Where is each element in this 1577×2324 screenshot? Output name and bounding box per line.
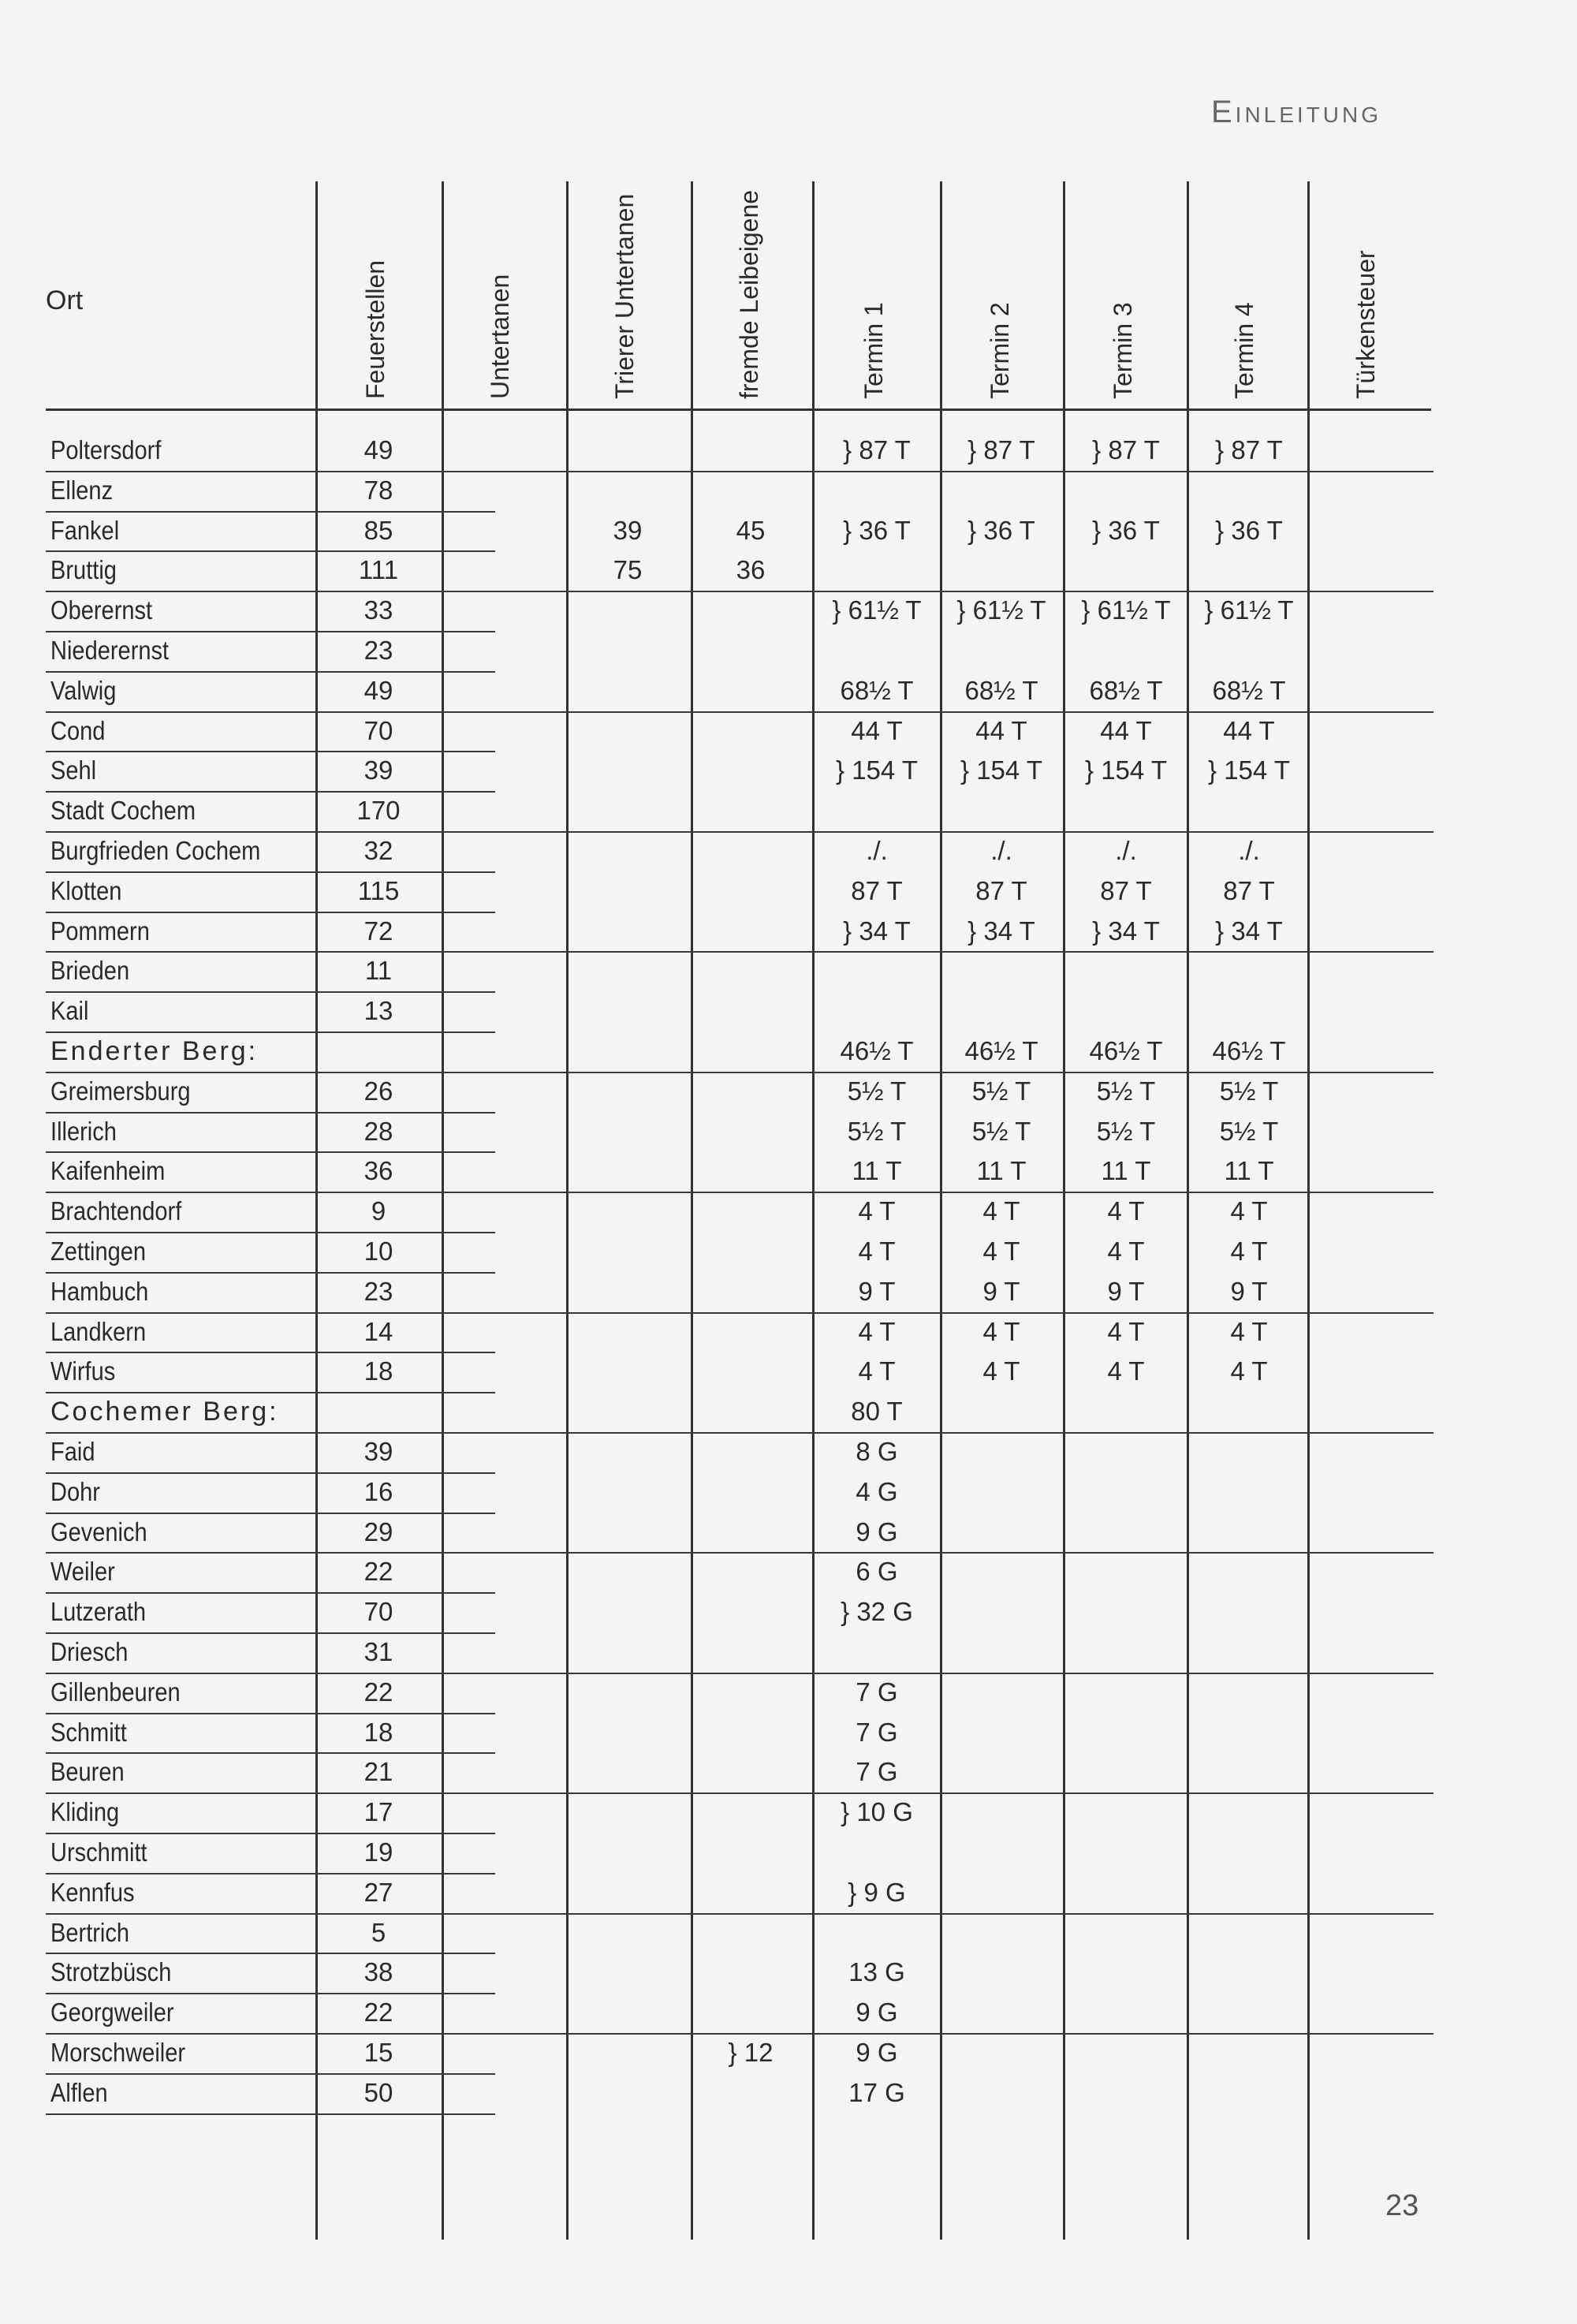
feuerstellen-value: 31 bbox=[363, 1637, 393, 1666]
termin1-value: 68½ T bbox=[840, 675, 914, 705]
header-fremde-leibeigene: fremde Leibeigene bbox=[735, 189, 763, 399]
termin2-value: 87 T bbox=[975, 875, 1027, 905]
place-name: Strotzbüsch bbox=[50, 1957, 172, 1987]
feuerstellen-value: 33 bbox=[363, 595, 393, 625]
fremde-value: } 12 bbox=[728, 2038, 774, 2067]
place-name: Wirfus bbox=[50, 1356, 116, 1386]
place-name: Driesch bbox=[50, 1637, 129, 1666]
feuerstellen-value: 111 bbox=[358, 555, 399, 585]
termin1-value: } 36 T bbox=[843, 515, 911, 545]
termin3-value: } 36 T bbox=[1092, 515, 1160, 545]
place-name: Zettingen bbox=[50, 1237, 147, 1266]
termin2-value: 9 T bbox=[982, 1276, 1020, 1306]
feuerstellen-value: 70 bbox=[363, 715, 393, 745]
row-divider bbox=[46, 591, 1433, 592]
termin3-value: 4 T bbox=[1107, 1356, 1145, 1386]
row-divider bbox=[46, 1713, 495, 1714]
termin1-value: 8 G bbox=[856, 1437, 898, 1466]
feuerstellen-value: 27 bbox=[363, 1877, 393, 1907]
column-divider bbox=[566, 181, 569, 2240]
termin4-value: 4 T bbox=[1230, 1316, 1268, 1346]
trierer-value: 75 bbox=[613, 555, 643, 585]
place-name: Urschmitt bbox=[50, 1837, 147, 1867]
termin2-value: 5½ T bbox=[971, 1076, 1031, 1106]
row-divider bbox=[46, 471, 1433, 472]
termin4-value: 5½ T bbox=[1219, 1076, 1279, 1106]
row-divider bbox=[46, 1312, 1433, 1314]
termin1-value: 87 T bbox=[851, 875, 903, 905]
row-divider bbox=[46, 1513, 495, 1514]
termin2-value: } 61½ T bbox=[956, 595, 1046, 625]
section-title: Einleitung bbox=[1211, 95, 1382, 129]
feuerstellen-value: 18 bbox=[363, 1717, 393, 1747]
termin3-value: 44 T bbox=[1100, 715, 1152, 745]
feuerstellen-value: 18 bbox=[363, 1356, 393, 1386]
termin2-value: } 87 T bbox=[967, 435, 1035, 464]
place-name: Klotten bbox=[50, 875, 122, 905]
feuerstellen-value: 36 bbox=[363, 1156, 393, 1186]
row-divider bbox=[46, 791, 495, 793]
header-termin-1: Termin 1 bbox=[859, 302, 888, 399]
feuerstellen-value: 28 bbox=[363, 1116, 393, 1146]
place-name: Faid bbox=[50, 1437, 95, 1466]
header-termin-2: Termin 2 bbox=[986, 302, 1014, 399]
termin2-value: 4 T bbox=[982, 1316, 1020, 1346]
row-divider bbox=[46, 951, 1433, 953]
row-divider bbox=[46, 1392, 495, 1393]
termin4-value: 46½ T bbox=[1212, 1036, 1286, 1065]
place-name: Kliding bbox=[50, 1797, 120, 1827]
termin3-value: 68½ T bbox=[1089, 675, 1163, 705]
row-divider bbox=[46, 1112, 495, 1114]
place-name: Oberernst bbox=[50, 595, 153, 625]
termin3-value: 4 T bbox=[1107, 1237, 1145, 1266]
feuerstellen-value: 13 bbox=[363, 996, 393, 1026]
trierer-value: 39 bbox=[613, 515, 643, 545]
row-divider bbox=[46, 831, 1433, 833]
header-trierer-untertanen: Trierer Untertanen bbox=[610, 193, 639, 399]
column-divider bbox=[691, 181, 693, 2240]
row-divider bbox=[46, 671, 495, 673]
feuerstellen-value: 32 bbox=[363, 836, 393, 865]
row-divider bbox=[46, 1592, 495, 1594]
termin1-value: 11 T bbox=[852, 1156, 902, 1186]
termin3-value: ./. bbox=[1115, 836, 1137, 865]
row-divider bbox=[46, 2073, 495, 2075]
row-divider bbox=[46, 1673, 1433, 1674]
place-name: Cond bbox=[50, 715, 106, 745]
header-untertanen: Untertanen bbox=[486, 274, 514, 399]
termin3-value: } 34 T bbox=[1092, 916, 1160, 946]
place-name: Hambuch bbox=[50, 1276, 149, 1306]
row-divider bbox=[46, 1752, 495, 1754]
feuerstellen-value: 16 bbox=[363, 1476, 393, 1506]
termin3-value: 5½ T bbox=[1096, 1076, 1156, 1106]
place-name: Landkern bbox=[50, 1316, 147, 1346]
feuerstellen-value: 39 bbox=[363, 755, 393, 785]
row-divider bbox=[46, 1953, 495, 1954]
termin1-value: } 61½ T bbox=[832, 595, 922, 625]
feuerstellen-value: 39 bbox=[363, 1437, 393, 1466]
termin3-value: 4 T bbox=[1107, 1316, 1145, 1346]
termin4-value: 44 T bbox=[1223, 715, 1275, 745]
place-name: Illerich bbox=[50, 1116, 117, 1146]
termin1-value: 6 G bbox=[856, 1557, 898, 1587]
termin4-value: } 87 T bbox=[1215, 435, 1283, 464]
row-divider bbox=[46, 1632, 495, 1634]
termin2-value: 68½ T bbox=[964, 675, 1038, 705]
place-name: Sehl bbox=[50, 755, 97, 785]
feuerstellen-value: 22 bbox=[363, 1998, 393, 2027]
place-name: Burgfrieden Cochem bbox=[50, 836, 261, 865]
feuerstellen-value: 17 bbox=[363, 1797, 393, 1827]
termin1-value: 9 G bbox=[856, 1516, 898, 1546]
feuerstellen-value: 170 bbox=[356, 796, 401, 826]
termin2-value: } 36 T bbox=[967, 515, 1035, 545]
termin1-value: 17 G bbox=[848, 2077, 905, 2107]
row-divider bbox=[46, 1993, 495, 1994]
feuerstellen-value: 23 bbox=[363, 1276, 393, 1306]
feuerstellen-value: 23 bbox=[363, 636, 393, 665]
termin1-value: } 154 T bbox=[836, 755, 918, 785]
termin1-value: 7 G bbox=[856, 1717, 898, 1747]
termin3-value: } 154 T bbox=[1085, 755, 1167, 785]
termin3-value: } 61½ T bbox=[1081, 595, 1171, 625]
termin2-value: 4 T bbox=[982, 1237, 1020, 1266]
feuerstellen-value: 78 bbox=[363, 475, 393, 505]
group-heading: Enderter Berg: bbox=[50, 1036, 259, 1066]
place-name: Brieden bbox=[50, 956, 130, 986]
group-heading: Cochemer Berg: bbox=[50, 1397, 279, 1427]
termin2-value: 5½ T bbox=[971, 1116, 1031, 1146]
place-name: Lutzerath bbox=[50, 1597, 147, 1627]
termin4-value: 87 T bbox=[1223, 875, 1275, 905]
termin1-value: 7 G bbox=[856, 1677, 898, 1707]
feuerstellen-value: 50 bbox=[363, 2077, 393, 2107]
feuerstellen-value: 11 bbox=[364, 956, 393, 986]
row-divider bbox=[46, 1913, 1433, 1915]
feuerstellen-value: 115 bbox=[357, 875, 400, 905]
termin1-value: 46½ T bbox=[840, 1036, 914, 1065]
termin1-value: 4 T bbox=[858, 1196, 896, 1226]
termin3-value: } 87 T bbox=[1092, 435, 1160, 464]
place-name: Valwig bbox=[50, 675, 117, 705]
termin1-value: 4 G bbox=[856, 1476, 898, 1506]
place-name: Alflen bbox=[50, 2077, 108, 2107]
feuerstellen-value: 10 bbox=[363, 1237, 393, 1266]
place-name: Morschweiler bbox=[50, 2038, 186, 2067]
termin2-value: 4 T bbox=[982, 1196, 1020, 1226]
place-name: Beuren bbox=[50, 1757, 125, 1787]
feuerstellen-value: 19 bbox=[363, 1837, 393, 1867]
termin1-value: 9 T bbox=[858, 1276, 896, 1306]
termin4-value: 9 T bbox=[1230, 1276, 1268, 1306]
termin3-value: 4 T bbox=[1107, 1196, 1145, 1226]
row-divider bbox=[46, 1833, 495, 1834]
termin4-value: } 154 T bbox=[1208, 755, 1290, 785]
header-rule bbox=[46, 408, 1431, 411]
row-divider bbox=[46, 2113, 495, 2115]
termin2-value: } 154 T bbox=[960, 755, 1042, 785]
row-divider bbox=[46, 871, 495, 873]
row-divider bbox=[46, 1873, 495, 1874]
place-name: Ellenz bbox=[50, 475, 114, 505]
page-number: 23 bbox=[1385, 2189, 1419, 2222]
termin2-value: 4 T bbox=[982, 1356, 1020, 1386]
feuerstellen-value: 22 bbox=[363, 1557, 393, 1587]
feuerstellen-value: 49 bbox=[363, 435, 393, 464]
row-divider bbox=[46, 1432, 1433, 1434]
termin4-value: } 36 T bbox=[1215, 515, 1283, 545]
termin1-value: 4 T bbox=[858, 1356, 896, 1386]
row-divider bbox=[46, 1031, 495, 1033]
row-divider bbox=[46, 751, 495, 752]
termin2-value: 44 T bbox=[975, 715, 1027, 745]
termin3-value: 9 T bbox=[1107, 1276, 1145, 1306]
termin4-value: } 34 T bbox=[1215, 916, 1283, 946]
fremde-value: 45 bbox=[736, 515, 766, 545]
termin4-value: 4 T bbox=[1230, 1356, 1268, 1386]
termin1-value: 13 G bbox=[848, 1957, 905, 1987]
header-t-rkensteuer: Türkensteuer bbox=[1351, 250, 1380, 399]
termin1-value: 4 T bbox=[858, 1237, 896, 1266]
termin3-value: 11 T bbox=[1101, 1156, 1151, 1186]
termin3-value: 5½ T bbox=[1096, 1116, 1156, 1146]
termin2-value: ./. bbox=[990, 836, 1012, 865]
row-divider bbox=[46, 1352, 495, 1353]
termin1-value: } 10 G bbox=[841, 1797, 913, 1827]
place-name: Fankel bbox=[50, 515, 120, 545]
termin1-value: 9 G bbox=[856, 1998, 898, 2027]
feuerstellen-value: 38 bbox=[363, 1957, 393, 1987]
header-ort: Ort bbox=[46, 285, 84, 315]
termin1-value: 5½ T bbox=[847, 1076, 907, 1106]
header-termin-4: Termin 4 bbox=[1230, 302, 1258, 399]
feuerstellen-value: 85 bbox=[363, 515, 393, 545]
termin4-value: 4 T bbox=[1230, 1196, 1268, 1226]
row-divider bbox=[46, 1072, 1433, 1073]
place-name: Kennfus bbox=[50, 1877, 135, 1907]
feuerstellen-value: 26 bbox=[363, 1076, 393, 1106]
row-divider bbox=[46, 1192, 1433, 1193]
row-divider bbox=[46, 1552, 1433, 1554]
header-feuerstellen: Feuerstellen bbox=[361, 259, 390, 399]
termin1-value: } 32 G bbox=[841, 1597, 913, 1627]
place-name: Brachtendorf bbox=[50, 1196, 182, 1226]
place-name: Stadt Cochem bbox=[50, 796, 196, 826]
feuerstellen-value: 49 bbox=[363, 675, 393, 705]
row-divider bbox=[46, 991, 495, 993]
place-name: Poltersdorf bbox=[50, 435, 162, 464]
feuerstellen-value: 14 bbox=[363, 1316, 393, 1346]
termin3-value: 87 T bbox=[1100, 875, 1152, 905]
place-name: Weiler bbox=[50, 1557, 115, 1587]
row-divider bbox=[46, 1472, 495, 1474]
place-name: Schmitt bbox=[50, 1717, 127, 1747]
place-name: Greimersburg bbox=[50, 1076, 191, 1106]
termin4-value: 11 T bbox=[1224, 1156, 1274, 1186]
termin1-value: 44 T bbox=[851, 715, 903, 745]
place-name: Kail bbox=[50, 996, 89, 1026]
feuerstellen-value: 70 bbox=[363, 1597, 393, 1627]
place-name: Gevenich bbox=[50, 1516, 147, 1546]
row-divider bbox=[46, 511, 495, 513]
row-divider bbox=[46, 1792, 1433, 1794]
feuerstellen-value: 72 bbox=[363, 916, 393, 946]
termin3-value: 46½ T bbox=[1089, 1036, 1163, 1065]
header-termin-3: Termin 3 bbox=[1109, 302, 1137, 399]
termin1-value: } 9 G bbox=[848, 1877, 906, 1907]
termin1-value: 9 G bbox=[856, 2038, 898, 2067]
place-name: Dohr bbox=[50, 1476, 100, 1506]
row-divider bbox=[46, 550, 495, 552]
termin4-value: } 61½ T bbox=[1204, 595, 1294, 625]
termin1-value: 4 T bbox=[858, 1316, 896, 1346]
termin4-value: 5½ T bbox=[1219, 1116, 1279, 1146]
place-name: Georgweiler bbox=[50, 1998, 174, 2027]
row-divider bbox=[46, 1151, 495, 1153]
termin2-value: 46½ T bbox=[964, 1036, 1038, 1065]
place-name: Niederernst bbox=[50, 636, 170, 665]
place-name: Pommern bbox=[50, 916, 150, 946]
row-divider bbox=[46, 1272, 495, 1274]
row-divider bbox=[46, 2033, 1433, 2035]
termin4-value: 68½ T bbox=[1212, 675, 1286, 705]
termin4-value: 4 T bbox=[1230, 1237, 1268, 1266]
feuerstellen-value: 5 bbox=[371, 1917, 386, 1947]
place-name: Kaifenheim bbox=[50, 1156, 166, 1186]
termin4-value: ./. bbox=[1238, 836, 1260, 865]
row-divider bbox=[46, 711, 1433, 713]
feuerstellen-value: 9 bbox=[371, 1196, 386, 1226]
place-name: Bertrich bbox=[50, 1917, 130, 1947]
termin1-value: 7 G bbox=[856, 1757, 898, 1787]
row-divider bbox=[46, 631, 495, 632]
fremde-value: 36 bbox=[736, 555, 766, 585]
place-name: Bruttig bbox=[50, 555, 117, 585]
row-divider bbox=[46, 1232, 495, 1233]
termin2-value: 11 T bbox=[976, 1156, 1027, 1186]
termin2-value: } 34 T bbox=[967, 916, 1035, 946]
termin1-value: } 34 T bbox=[843, 916, 911, 946]
termin1-value: ./. bbox=[866, 836, 888, 865]
feuerstellen-value: 15 bbox=[363, 2038, 393, 2067]
termin1-value: 5½ T bbox=[847, 1116, 907, 1146]
feuerstellen-value: 22 bbox=[363, 1677, 393, 1707]
row-divider bbox=[46, 912, 495, 913]
place-name: Gillenbeuren bbox=[50, 1677, 181, 1707]
termin1-value: } 87 T bbox=[843, 435, 911, 464]
feuerstellen-value: 29 bbox=[363, 1516, 393, 1546]
termin1-value: 80 T bbox=[851, 1397, 903, 1427]
feuerstellen-value: 21 bbox=[363, 1757, 393, 1787]
